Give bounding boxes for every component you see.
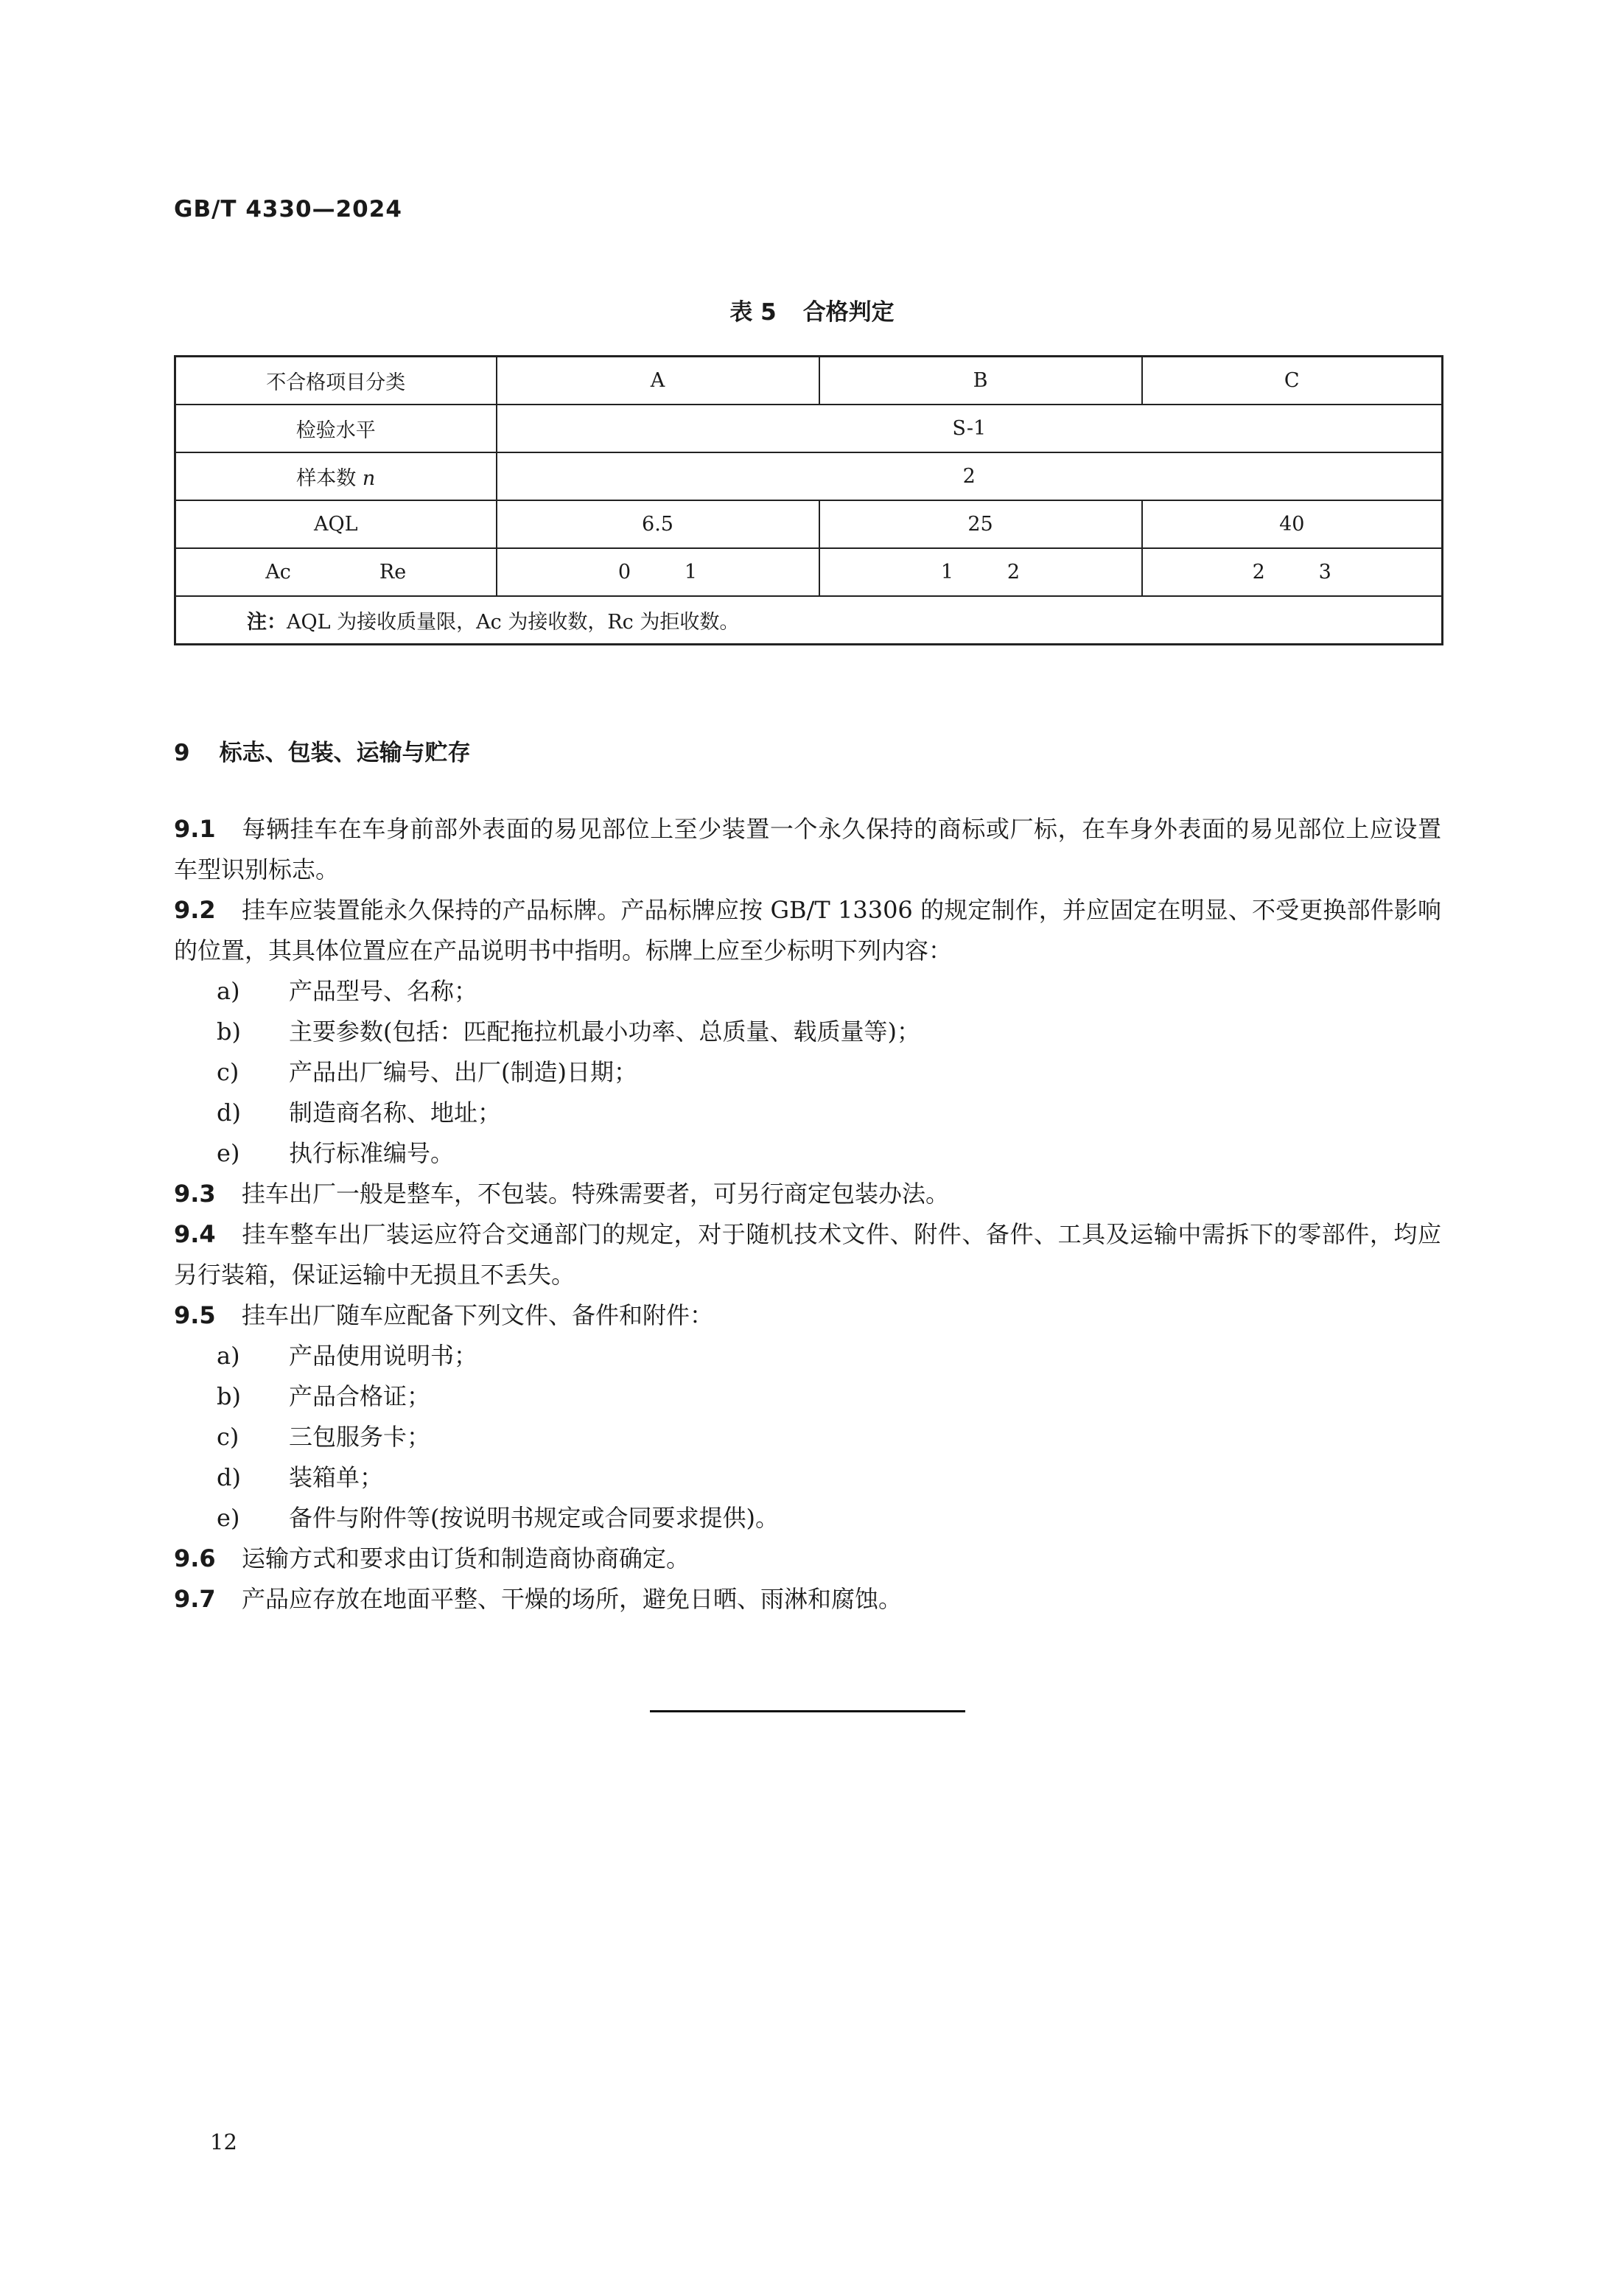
list-item: [174, 1133, 1441, 1174]
list-marker: e): [217, 1139, 240, 1167]
list-item-text: 执行标准编号。: [289, 1139, 455, 1167]
ac-re-cell-c: [1142, 548, 1443, 596]
list-item-text: 制造商名称、地址；: [289, 1099, 502, 1127]
list-item-text: 备件与附件等(按说明书规定或合同要求提供)。: [289, 1504, 779, 1532]
table-caption-number: 表 5: [729, 299, 777, 326]
list-marker: b): [217, 1382, 241, 1410]
section-9-title: 标志、包装、运输与贮存: [219, 740, 471, 766]
clause-9-5: [174, 1295, 1441, 1336]
row-label-category: 不合格项目分类: [175, 357, 497, 405]
table-note-text: AQL 为接收质量限，Ac 为接收数，Rc 为拒收数。: [287, 611, 740, 634]
list-item: [174, 1012, 1441, 1052]
list-marker: c): [217, 1423, 239, 1451]
list-marker: d): [217, 1463, 241, 1491]
list-item: [174, 971, 1441, 1012]
table-row-aql: [175, 500, 1443, 548]
clause-number: 9.1: [174, 815, 216, 843]
sample-size-variable: n: [362, 467, 376, 490]
aql-cell-a: 6.5: [497, 500, 819, 548]
re-value-b: 2: [1007, 561, 1021, 584]
clause-9-1: [174, 809, 1441, 890]
header-cell-c: C: [1142, 357, 1443, 405]
row-label-sample-size: [175, 452, 497, 500]
list-item-text: 主要参数(包括：匹配拖拉机最小功率、总质量、载质量等)；: [289, 1018, 920, 1046]
list-item-text: 产品出厂编号、出厂(制造)日期；: [289, 1058, 637, 1086]
end-of-document-rule: [650, 1710, 965, 1712]
list-marker: d): [217, 1099, 241, 1127]
list-item-text: 三包服务卡；: [289, 1423, 431, 1451]
row-label-ac-re: [175, 548, 497, 596]
clause-9-3: [174, 1174, 1441, 1214]
clause-9-4: [174, 1214, 1441, 1295]
ac-value-b: 1: [940, 561, 954, 584]
row-label-inspection-level: 检验水平: [175, 405, 497, 452]
header-cell-a: A: [497, 357, 819, 405]
clause-text: 挂车出厂随车应配备下列文件、备件和附件：: [242, 1301, 714, 1329]
acceptance-judgement-table: [174, 355, 1443, 645]
list-item: [174, 1376, 1441, 1417]
aql-cell-c: 40: [1142, 500, 1443, 548]
list-item-text: 产品合格证；: [289, 1382, 431, 1410]
label-ac: Ac: [265, 561, 291, 584]
clause-text: 每辆挂车在车身前部外表面的易见部位上至少装置一个永久保持的商标或厂标，在车身外表面的易见部位上应设置车型识别标志。: [174, 815, 1441, 883]
section-9-number: 9: [174, 740, 190, 766]
list-item: [174, 1498, 1441, 1538]
clause-text: 挂车整车出厂装运应符合交通部门的规定，对于随机技术文件、附件、备件、工具及运输中需拆下的零部件，均应另行装箱，保证运输中无损且不丢失。: [174, 1220, 1441, 1289]
list-item-text: 产品型号、名称；: [289, 977, 478, 1005]
section-9-heading: [174, 734, 471, 767]
clause-number: 9.3: [174, 1180, 216, 1208]
page-number: 12: [210, 2129, 237, 2154]
list-item: [174, 1093, 1441, 1133]
table-caption: [0, 293, 1624, 326]
list-item: [174, 1457, 1441, 1498]
sample-size-value: 2: [497, 452, 1443, 500]
table-row-sample-size: [175, 452, 1443, 500]
clause-text: 挂车应装置能永久保持的产品标牌。产品标牌应按 GB/T 13306 的规定制作，并应固定在明显、不受更换部件影响的位置，其具体位置应在产品说明书中指明。标牌上应至少标明下列内容：: [174, 896, 1441, 965]
list-item: [174, 1336, 1441, 1376]
list-marker: e): [217, 1504, 240, 1532]
ac-value-c: 2: [1252, 561, 1265, 584]
sample-size-label-text: 样本数: [296, 467, 363, 490]
table-note-label: 注：: [247, 611, 287, 634]
list-item: [174, 1417, 1441, 1457]
list-marker: a): [217, 977, 240, 1005]
re-value-a: 1: [684, 561, 698, 584]
table-row-category: [175, 357, 1443, 405]
table-note: [175, 596, 1443, 645]
clause-text: 运输方式和要求由订货和制造商协商确定。: [242, 1544, 690, 1572]
table-row-note: [175, 596, 1443, 645]
list-item: [174, 1052, 1441, 1093]
ac-re-cell-a: [497, 548, 819, 596]
clause-9-2: [174, 890, 1441, 971]
re-value-c: 3: [1318, 561, 1331, 584]
list-item-text: 产品使用说明书；: [289, 1342, 478, 1370]
table-row-inspection-level: [175, 405, 1443, 452]
ac-re-cell-b: [819, 548, 1142, 596]
list-item-text: 装箱单；: [289, 1463, 384, 1491]
clause-number: 9.7: [174, 1585, 216, 1613]
section-9-body: [174, 809, 1441, 1620]
clause-number: 9.4: [174, 1220, 216, 1248]
inspection-level-value: S-1: [497, 405, 1443, 452]
clause-9-6: [174, 1538, 1441, 1579]
clause-text: 产品应存放在地面平整、干燥的场所，避免日晒、雨淋和腐蚀。: [242, 1585, 903, 1613]
clause-9-7: [174, 1579, 1441, 1620]
clause-number: 9.6: [174, 1544, 216, 1572]
aql-cell-b: 25: [819, 500, 1142, 548]
standard-code: GB/T 4330—2024: [174, 196, 402, 223]
table-caption-title: 合格判定: [802, 299, 895, 326]
row-label-aql: AQL: [175, 500, 497, 548]
clause-number: 9.5: [174, 1301, 216, 1329]
ac-value-a: 0: [617, 561, 631, 584]
list-marker: b): [217, 1018, 241, 1046]
list-marker: c): [217, 1058, 239, 1086]
clause-number: 9.2: [174, 896, 216, 924]
list-marker: a): [217, 1342, 240, 1370]
label-re: Re: [379, 561, 407, 584]
table-row-ac-re: [175, 548, 1443, 596]
header-cell-b: B: [819, 357, 1142, 405]
clause-text: 挂车出厂一般是整车，不包装。特殊需要者，可另行商定包装办法。: [242, 1180, 950, 1208]
